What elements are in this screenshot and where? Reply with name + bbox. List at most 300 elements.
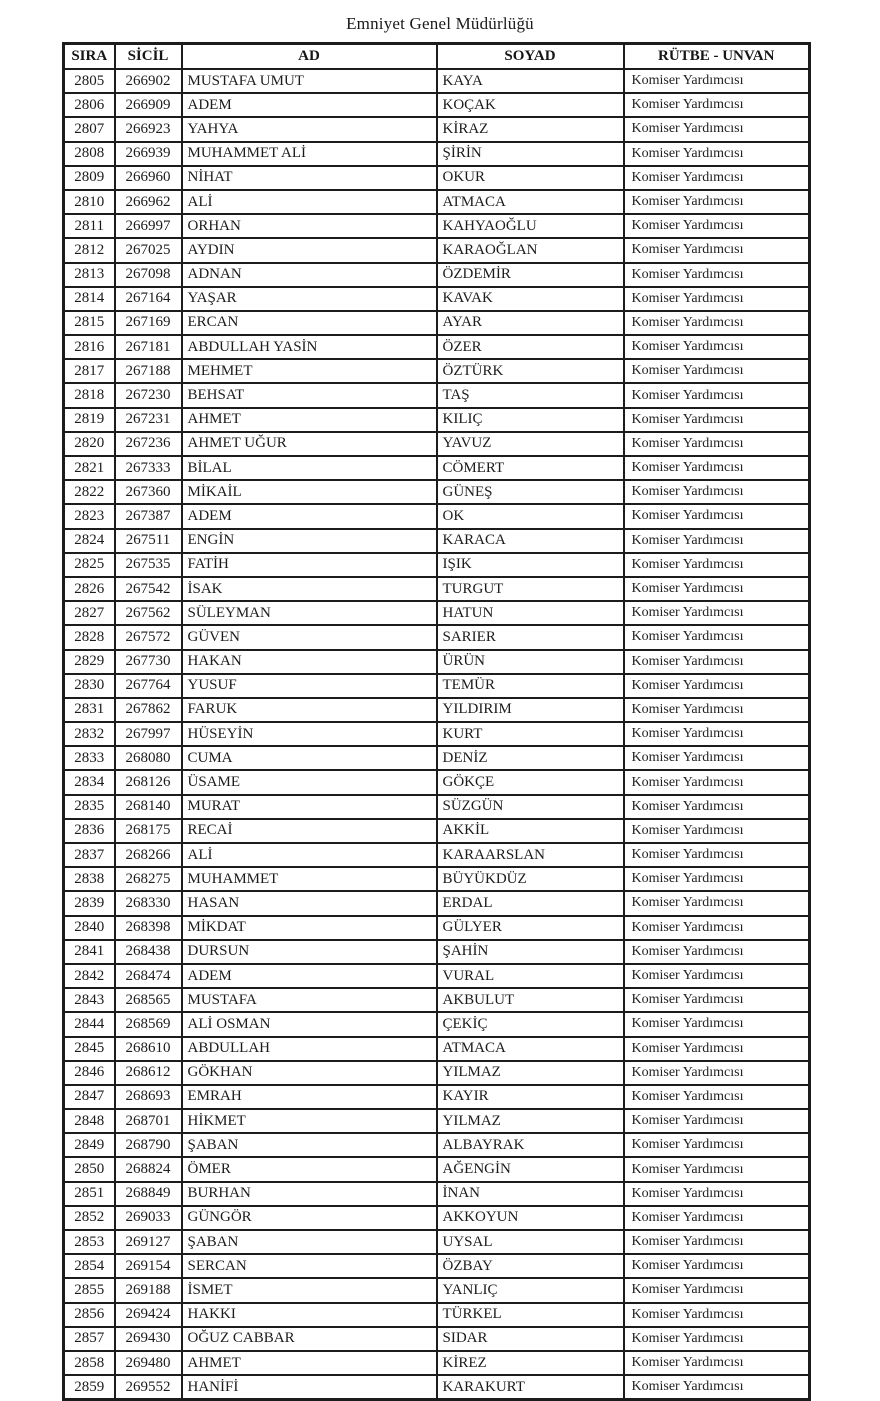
- cell-sicil: 267387: [115, 504, 182, 528]
- cell-soyad: GÜNEŞ: [437, 480, 624, 504]
- cell-ad: ADEM: [182, 93, 437, 117]
- cell-soyad: KAHYAOĞLU: [437, 214, 624, 238]
- cell-sira: 2821: [64, 456, 115, 480]
- cell-sicil: 267188: [115, 359, 182, 383]
- cell-rutbe: Komiser Yardımcısı: [624, 843, 810, 867]
- cell-ad: ŞABAN: [182, 1133, 437, 1157]
- cell-sicil: 268398: [115, 916, 182, 940]
- cell-soyad: İNAN: [437, 1182, 624, 1206]
- cell-sicil: 266939: [115, 142, 182, 166]
- table-row: [64, 1206, 810, 1230]
- cell-ad: NİHAT: [182, 166, 437, 190]
- cell-soyad: ÜRÜN: [437, 650, 624, 674]
- cell-sira: 2836: [64, 819, 115, 843]
- table-row: [64, 746, 810, 770]
- cell-soyad: KAYIR: [437, 1085, 624, 1109]
- cell-ad: GÜNGÖR: [182, 1206, 437, 1230]
- cell-rutbe: Komiser Yardımcısı: [624, 1230, 810, 1254]
- cell-sira: 2805: [64, 69, 115, 93]
- cell-ad: GÜVEN: [182, 625, 437, 649]
- table-row: [64, 1375, 810, 1400]
- cell-ad: FATİH: [182, 553, 437, 577]
- cell-sira: 2851: [64, 1182, 115, 1206]
- cell-rutbe: Komiser Yardımcısı: [624, 698, 810, 722]
- cell-sira: 2810: [64, 190, 115, 214]
- cell-soyad: KİREZ: [437, 1351, 624, 1375]
- table-row: [64, 359, 810, 383]
- table-row: [64, 263, 810, 287]
- header-cell-sicil: SİCİL: [115, 44, 182, 70]
- cell-sira: 2830: [64, 674, 115, 698]
- cell-sira: 2813: [64, 263, 115, 287]
- cell-ad: ORHAN: [182, 214, 437, 238]
- cell-ad: YUSUF: [182, 674, 437, 698]
- table-row: [64, 1085, 810, 1109]
- cell-sicil: 267025: [115, 238, 182, 262]
- cell-ad: ERCAN: [182, 311, 437, 335]
- cell-sira: 2822: [64, 480, 115, 504]
- cell-soyad: ŞİRİN: [437, 142, 624, 166]
- cell-sicil: 268275: [115, 867, 182, 891]
- cell-rutbe: Komiser Yardımcısı: [624, 238, 810, 262]
- table-row: [64, 964, 810, 988]
- cell-rutbe: Komiser Yardımcısı: [624, 1085, 810, 1109]
- cell-soyad: KARAKURT: [437, 1375, 624, 1400]
- cell-sicil: 266923: [115, 117, 182, 141]
- cell-sicil: 269127: [115, 1230, 182, 1254]
- table-row: [64, 916, 810, 940]
- cell-sicil: 267862: [115, 698, 182, 722]
- cell-ad: ÖMER: [182, 1157, 437, 1181]
- cell-sira: 2827: [64, 601, 115, 625]
- cell-sira: 2824: [64, 529, 115, 553]
- cell-rutbe: Komiser Yardımcısı: [624, 456, 810, 480]
- table-body: [64, 69, 810, 1400]
- cell-rutbe: Komiser Yardımcısı: [624, 1254, 810, 1278]
- cell-rutbe: Komiser Yardımcısı: [624, 722, 810, 746]
- cell-rutbe: Komiser Yardımcısı: [624, 891, 810, 915]
- cell-soyad: AKBULUT: [437, 988, 624, 1012]
- cell-ad: AYDIN: [182, 238, 437, 262]
- cell-soyad: TÜRKEL: [437, 1303, 624, 1327]
- cell-ad: AHMET: [182, 1351, 437, 1375]
- cell-sira: 2842: [64, 964, 115, 988]
- cell-sicil: 268790: [115, 1133, 182, 1157]
- cell-rutbe: Komiser Yardımcısı: [624, 311, 810, 335]
- header-cell-soyad: SOYAD: [437, 44, 624, 70]
- cell-sicil: 267098: [115, 263, 182, 287]
- cell-ad: GÖKHAN: [182, 1061, 437, 1085]
- table-row: [64, 940, 810, 964]
- cell-soyad: ÖZER: [437, 335, 624, 359]
- cell-sicil: 266962: [115, 190, 182, 214]
- cell-sicil: 266909: [115, 93, 182, 117]
- cell-sira: 2828: [64, 625, 115, 649]
- cell-rutbe: Komiser Yardımcısı: [624, 1351, 810, 1375]
- cell-soyad: YAVUZ: [437, 432, 624, 456]
- cell-ad: İSAK: [182, 577, 437, 601]
- cell-rutbe: Komiser Yardımcısı: [624, 142, 810, 166]
- cell-soyad: KARAARSLAN: [437, 843, 624, 867]
- cell-sicil: 267181: [115, 335, 182, 359]
- cell-rutbe: Komiser Yardımcısı: [624, 1157, 810, 1181]
- table-row: [64, 480, 810, 504]
- table-row: [64, 69, 810, 93]
- table-row: [64, 867, 810, 891]
- cell-sicil: 267562: [115, 601, 182, 625]
- cell-sira: 2834: [64, 770, 115, 794]
- cell-rutbe: Komiser Yardımcısı: [624, 432, 810, 456]
- cell-rutbe: Komiser Yardımcısı: [624, 408, 810, 432]
- cell-soyad: TURGUT: [437, 577, 624, 601]
- cell-ad: ÜSAME: [182, 770, 437, 794]
- cell-sicil: 269154: [115, 1254, 182, 1278]
- cell-ad: MUSTAFA: [182, 988, 437, 1012]
- cell-soyad: GÜLYER: [437, 916, 624, 940]
- cell-ad: MUHAMMET: [182, 867, 437, 891]
- cell-sira: 2857: [64, 1327, 115, 1351]
- cell-rutbe: Komiser Yardımcısı: [624, 335, 810, 359]
- cell-ad: ADNAN: [182, 263, 437, 287]
- table-row: [64, 1327, 810, 1351]
- cell-sicil: 267236: [115, 432, 182, 456]
- cell-ad: ALİ: [182, 843, 437, 867]
- cell-soyad: SARIER: [437, 625, 624, 649]
- cell-sicil: 268330: [115, 891, 182, 915]
- cell-sira: 2840: [64, 916, 115, 940]
- cell-sicil: 267572: [115, 625, 182, 649]
- cell-sicil: 266960: [115, 166, 182, 190]
- cell-sira: 2808: [64, 142, 115, 166]
- cell-soyad: BÜYÜKDÜZ: [437, 867, 624, 891]
- cell-ad: ENGİN: [182, 529, 437, 553]
- cell-ad: AHMET: [182, 408, 437, 432]
- cell-ad: ADEM: [182, 964, 437, 988]
- table-row: [64, 795, 810, 819]
- cell-rutbe: Komiser Yardımcısı: [624, 1206, 810, 1230]
- cell-ad: HASAN: [182, 891, 437, 915]
- cell-rutbe: Komiser Yardımcısı: [624, 1278, 810, 1302]
- cell-sira: 2815: [64, 311, 115, 335]
- cell-sicil: 269430: [115, 1327, 182, 1351]
- table-row: [64, 843, 810, 867]
- table-row: [64, 891, 810, 915]
- table-row: [64, 408, 810, 432]
- cell-ad: HİKMET: [182, 1109, 437, 1133]
- table-row: [64, 432, 810, 456]
- cell-sicil: 267231: [115, 408, 182, 432]
- cell-sira: 2817: [64, 359, 115, 383]
- cell-ad: ABDULLAH: [182, 1037, 437, 1061]
- cell-ad: İSMET: [182, 1278, 437, 1302]
- cell-soyad: ERDAL: [437, 891, 624, 915]
- table-row: [64, 1351, 810, 1375]
- cell-rutbe: Komiser Yardımcısı: [624, 674, 810, 698]
- cell-sira: 2816: [64, 335, 115, 359]
- cell-rutbe: Komiser Yardımcısı: [624, 1037, 810, 1061]
- cell-soyad: KİRAZ: [437, 117, 624, 141]
- cell-sira: 2825: [64, 553, 115, 577]
- cell-sicil: 268175: [115, 819, 182, 843]
- cell-sira: 2850: [64, 1157, 115, 1181]
- cell-sicil: 268438: [115, 940, 182, 964]
- cell-soyad: IŞIK: [437, 553, 624, 577]
- cell-soyad: SIDAR: [437, 1327, 624, 1351]
- cell-sicil: 268849: [115, 1182, 182, 1206]
- table-row: [64, 1254, 810, 1278]
- cell-rutbe: Komiser Yardımcısı: [624, 601, 810, 625]
- cell-soyad: AKKOYUN: [437, 1206, 624, 1230]
- cell-rutbe: Komiser Yardımcısı: [624, 529, 810, 553]
- cell-sira: 2812: [64, 238, 115, 262]
- table-row: [64, 529, 810, 553]
- table-row: [64, 117, 810, 141]
- cell-sira: 2837: [64, 843, 115, 867]
- cell-sicil: 267764: [115, 674, 182, 698]
- cell-ad: ADEM: [182, 504, 437, 528]
- cell-ad: YAŞAR: [182, 287, 437, 311]
- cell-sicil: 267164: [115, 287, 182, 311]
- cell-ad: EMRAH: [182, 1085, 437, 1109]
- table-row: [64, 1157, 810, 1181]
- table-row: [64, 1012, 810, 1036]
- table-row: [64, 1230, 810, 1254]
- cell-sira: 2809: [64, 166, 115, 190]
- cell-sira: 2811: [64, 214, 115, 238]
- cell-sira: 2841: [64, 940, 115, 964]
- cell-rutbe: Komiser Yardımcısı: [624, 1109, 810, 1133]
- cell-soyad: KAYA: [437, 69, 624, 93]
- personnel-table: [62, 42, 811, 1401]
- page-title: Emniyet Genel Müdürlüğü: [346, 14, 534, 33]
- cell-soyad: ALBAYRAK: [437, 1133, 624, 1157]
- cell-sira: 2823: [64, 504, 115, 528]
- cell-soyad: GÖKÇE: [437, 770, 624, 794]
- cell-soyad: SÜZGÜN: [437, 795, 624, 819]
- cell-ad: YAHYA: [182, 117, 437, 141]
- cell-sicil: 267333: [115, 456, 182, 480]
- cell-soyad: YILMAZ: [437, 1061, 624, 1085]
- cell-soyad: ŞAHİN: [437, 940, 624, 964]
- cell-ad: BURHAN: [182, 1182, 437, 1206]
- cell-rutbe: Komiser Yardımcısı: [624, 746, 810, 770]
- table-row: [64, 287, 810, 311]
- table-row: [64, 650, 810, 674]
- cell-ad: SERCAN: [182, 1254, 437, 1278]
- cell-rutbe: Komiser Yardımcısı: [624, 1303, 810, 1327]
- cell-soyad: VURAL: [437, 964, 624, 988]
- cell-soyad: KOÇAK: [437, 93, 624, 117]
- table-row: [64, 553, 810, 577]
- cell-sira: 2839: [64, 891, 115, 915]
- table-row: [64, 93, 810, 117]
- table-row: [64, 142, 810, 166]
- cell-soyad: KARAOĞLAN: [437, 238, 624, 262]
- cell-soyad: AĞENGİN: [437, 1157, 624, 1181]
- header-cell-rutbe: RÜTBE - UNVAN: [624, 44, 810, 70]
- cell-sira: 2818: [64, 383, 115, 407]
- table-row: [64, 1278, 810, 1302]
- table-row: [64, 190, 810, 214]
- table-row: [64, 238, 810, 262]
- cell-sicil: 268693: [115, 1085, 182, 1109]
- cell-rutbe: Komiser Yardımcısı: [624, 1012, 810, 1036]
- cell-ad: ABDULLAH YASİN: [182, 335, 437, 359]
- cell-sicil: 269033: [115, 1206, 182, 1230]
- cell-soyad: KURT: [437, 722, 624, 746]
- cell-soyad: ATMACA: [437, 190, 624, 214]
- cell-ad: HAKAN: [182, 650, 437, 674]
- cell-rutbe: Komiser Yardımcısı: [624, 867, 810, 891]
- cell-ad: BEHSAT: [182, 383, 437, 407]
- table-row: [64, 988, 810, 1012]
- cell-soyad: UYSAL: [437, 1230, 624, 1254]
- cell-sira: 2847: [64, 1085, 115, 1109]
- cell-sicil: 266997: [115, 214, 182, 238]
- cell-soyad: ÇEKİÇ: [437, 1012, 624, 1036]
- cell-sicil: 268266: [115, 843, 182, 867]
- cell-rutbe: Komiser Yardımcısı: [624, 988, 810, 1012]
- table-row: [64, 1303, 810, 1327]
- cell-sira: 2814: [64, 287, 115, 311]
- cell-ad: MUSTAFA UMUT: [182, 69, 437, 93]
- cell-rutbe: Komiser Yardımcısı: [624, 819, 810, 843]
- table-row: [64, 335, 810, 359]
- cell-sira: 2835: [64, 795, 115, 819]
- cell-rutbe: Komiser Yardımcısı: [624, 650, 810, 674]
- cell-rutbe: Komiser Yardımcısı: [624, 214, 810, 238]
- header-row: [64, 44, 810, 70]
- cell-soyad: ÖZBAY: [437, 1254, 624, 1278]
- table-row: [64, 601, 810, 625]
- cell-soyad: TEMÜR: [437, 674, 624, 698]
- cell-sira: 2844: [64, 1012, 115, 1036]
- cell-soyad: ÖZDEMİR: [437, 263, 624, 287]
- cell-ad: SÜLEYMAN: [182, 601, 437, 625]
- cell-sicil: 269480: [115, 1351, 182, 1375]
- cell-sicil: 267360: [115, 480, 182, 504]
- cell-rutbe: Komiser Yardımcısı: [624, 795, 810, 819]
- cell-ad: MUHAMMET ALİ: [182, 142, 437, 166]
- cell-soyad: KARACA: [437, 529, 624, 553]
- cell-ad: ŞABAN: [182, 1230, 437, 1254]
- cell-sira: 2833: [64, 746, 115, 770]
- cell-rutbe: Komiser Yardımcısı: [624, 117, 810, 141]
- table-row: [64, 214, 810, 238]
- table-row: [64, 1037, 810, 1061]
- cell-sicil: 267169: [115, 311, 182, 335]
- cell-soyad: KILIÇ: [437, 408, 624, 432]
- cell-soyad: YANLIÇ: [437, 1278, 624, 1302]
- cell-rutbe: Komiser Yardımcısı: [624, 553, 810, 577]
- cell-rutbe: Komiser Yardımcısı: [624, 480, 810, 504]
- cell-sira: 2855: [64, 1278, 115, 1302]
- cell-sicil: 267535: [115, 553, 182, 577]
- cell-rutbe: Komiser Yardımcısı: [624, 190, 810, 214]
- cell-sicil: 268610: [115, 1037, 182, 1061]
- cell-sicil: 268140: [115, 795, 182, 819]
- cell-sira: 2845: [64, 1037, 115, 1061]
- cell-sicil: 267997: [115, 722, 182, 746]
- cell-rutbe: Komiser Yardımcısı: [624, 359, 810, 383]
- table-row: [64, 1061, 810, 1085]
- cell-ad: HÜSEYİN: [182, 722, 437, 746]
- cell-sicil: 267542: [115, 577, 182, 601]
- cell-sicil: 269188: [115, 1278, 182, 1302]
- cell-soyad: YILMAZ: [437, 1109, 624, 1133]
- cell-rutbe: Komiser Yardımcısı: [624, 93, 810, 117]
- cell-ad: MURAT: [182, 795, 437, 819]
- cell-rutbe: Komiser Yardımcısı: [624, 1182, 810, 1206]
- cell-ad: OĞUZ CABBAR: [182, 1327, 437, 1351]
- cell-rutbe: Komiser Yardımcısı: [624, 1375, 810, 1400]
- table-row: [64, 674, 810, 698]
- table-row: [64, 698, 810, 722]
- cell-rutbe: Komiser Yardımcısı: [624, 69, 810, 93]
- cell-ad: DURSUN: [182, 940, 437, 964]
- cell-sira: 2807: [64, 117, 115, 141]
- cell-rutbe: Komiser Yardımcısı: [624, 940, 810, 964]
- cell-ad: FARUK: [182, 698, 437, 722]
- cell-rutbe: Komiser Yardımcısı: [624, 1133, 810, 1157]
- cell-sira: 2859: [64, 1375, 115, 1400]
- cell-sira: 2838: [64, 867, 115, 891]
- cell-sicil: 268824: [115, 1157, 182, 1181]
- cell-rutbe: Komiser Yardımcısı: [624, 383, 810, 407]
- cell-rutbe: Komiser Yardımcısı: [624, 577, 810, 601]
- table-row: [64, 383, 810, 407]
- cell-rutbe: Komiser Yardımcısı: [624, 625, 810, 649]
- cell-rutbe: Komiser Yardımcısı: [624, 166, 810, 190]
- table-header: [64, 44, 810, 70]
- table-row: [64, 166, 810, 190]
- cell-ad: ALİ: [182, 190, 437, 214]
- cell-sira: 2849: [64, 1133, 115, 1157]
- cell-ad: MEHMET: [182, 359, 437, 383]
- cell-rutbe: Komiser Yardımcısı: [624, 287, 810, 311]
- cell-sira: 2843: [64, 988, 115, 1012]
- table-row: [64, 722, 810, 746]
- cell-ad: HAKKI: [182, 1303, 437, 1327]
- cell-sicil: 269424: [115, 1303, 182, 1327]
- header-cell-sira: SIRA: [64, 44, 115, 70]
- cell-sira: 2819: [64, 408, 115, 432]
- table-row: [64, 625, 810, 649]
- cell-soyad: ATMACA: [437, 1037, 624, 1061]
- cell-sicil: 268080: [115, 746, 182, 770]
- cell-sira: 2829: [64, 650, 115, 674]
- table-row: [64, 1109, 810, 1133]
- cell-soyad: DENİZ: [437, 746, 624, 770]
- table-row: [64, 504, 810, 528]
- cell-sicil: 268565: [115, 988, 182, 1012]
- table-row: [64, 819, 810, 843]
- cell-ad: CUMA: [182, 746, 437, 770]
- cell-sicil: 266902: [115, 69, 182, 93]
- table-row: [64, 1133, 810, 1157]
- cell-rutbe: Komiser Yardımcısı: [624, 1061, 810, 1085]
- cell-sira: 2806: [64, 93, 115, 117]
- cell-sicil: 268474: [115, 964, 182, 988]
- cell-sira: 2856: [64, 1303, 115, 1327]
- cell-sicil: 268126: [115, 770, 182, 794]
- cell-soyad: OKUR: [437, 166, 624, 190]
- cell-soyad: ÖZTÜRK: [437, 359, 624, 383]
- cell-sicil: 267511: [115, 529, 182, 553]
- table-row: [64, 1182, 810, 1206]
- table-row: [64, 770, 810, 794]
- cell-ad: HANİFİ: [182, 1375, 437, 1400]
